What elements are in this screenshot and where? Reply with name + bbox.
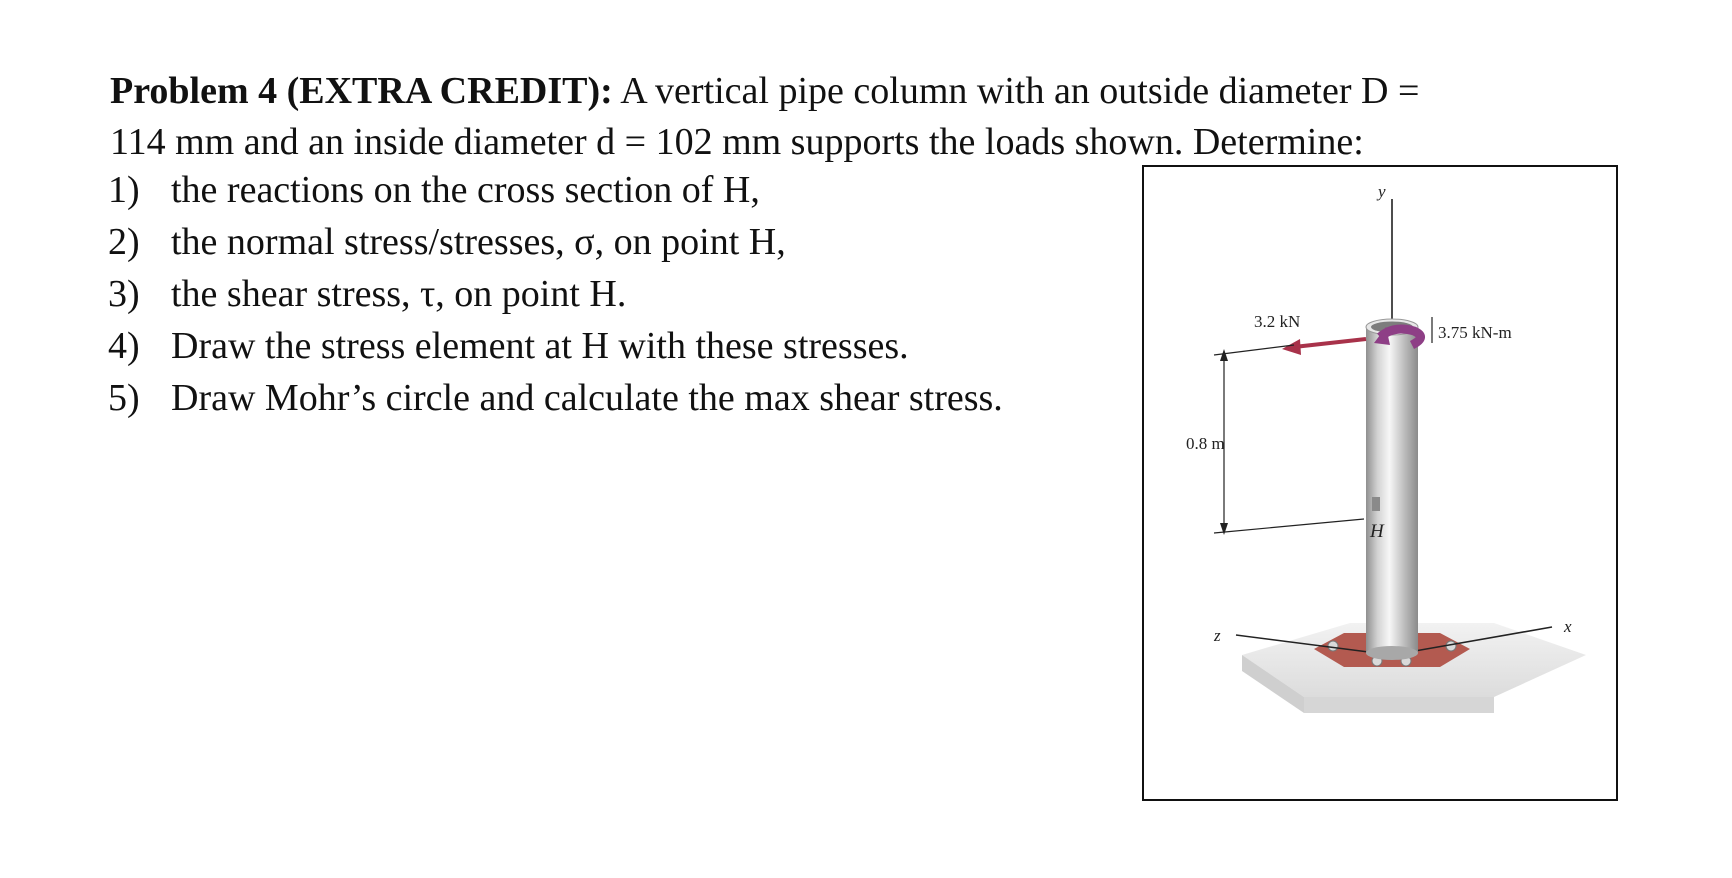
task-item — [108, 320, 1003, 372]
problem-heading: Problem 4 (EXTRA CREDIT): — [110, 70, 613, 112]
dimension-extension-top — [1214, 345, 1294, 355]
task-list — [108, 164, 1003, 424]
task-text: Draw the stress element at H with these stresses. — [171, 325, 909, 367]
pipe-bottom — [1366, 646, 1418, 660]
task-item — [108, 164, 1003, 216]
task-number: 2) — [108, 221, 140, 263]
force-arrowhead — [1282, 339, 1301, 355]
problem-intro-line1: A vertical pipe column with an outside diameter D = — [620, 70, 1420, 112]
problem-line-1 — [110, 66, 1650, 117]
axis-y-label: y — [1378, 182, 1386, 201]
point-h-marker — [1372, 497, 1380, 511]
moment-label: 3.75 kN-m — [1438, 323, 1512, 342]
dimension-arrow-bottom — [1220, 523, 1228, 535]
task-text: the reactions on the cross section of H, — [171, 169, 760, 211]
pipe-column-diagram — [1144, 167, 1616, 799]
task-number: 1) — [108, 169, 140, 211]
task-number: 3) — [108, 273, 140, 315]
problem-intro-line2: 114 mm and an inside diameter d = 102 mm supports the loads shown. Determine: — [110, 121, 1364, 163]
pipe-column-figure — [1142, 165, 1618, 801]
task-text: Draw Mohr’s circle and calculate the max shear stress. — [171, 377, 1003, 419]
problem-statement — [110, 66, 1650, 168]
axis-z-label: z — [1214, 626, 1221, 645]
pipe-body — [1366, 327, 1418, 653]
ground-slab-side — [1304, 697, 1494, 713]
force-arrow-shaft — [1294, 339, 1366, 347]
task-item — [108, 268, 1003, 320]
point-h-label: H — [1370, 521, 1384, 542]
bolt — [1328, 641, 1338, 651]
task-number: 4) — [108, 325, 140, 367]
distance-label: 0.8 m — [1186, 434, 1225, 453]
task-text: the shear stress, τ, on point H. — [171, 273, 627, 315]
axis-x-label: x — [1564, 617, 1572, 636]
task-item — [108, 216, 1003, 268]
force-label: 3.2 kN — [1254, 312, 1301, 331]
dimension-extension-bottom — [1214, 519, 1364, 533]
task-item — [108, 372, 1003, 424]
dimension-arrow-top — [1220, 349, 1228, 361]
task-text: the normal stress/stresses, σ, on point H, — [171, 221, 786, 263]
task-number: 5) — [108, 377, 140, 419]
